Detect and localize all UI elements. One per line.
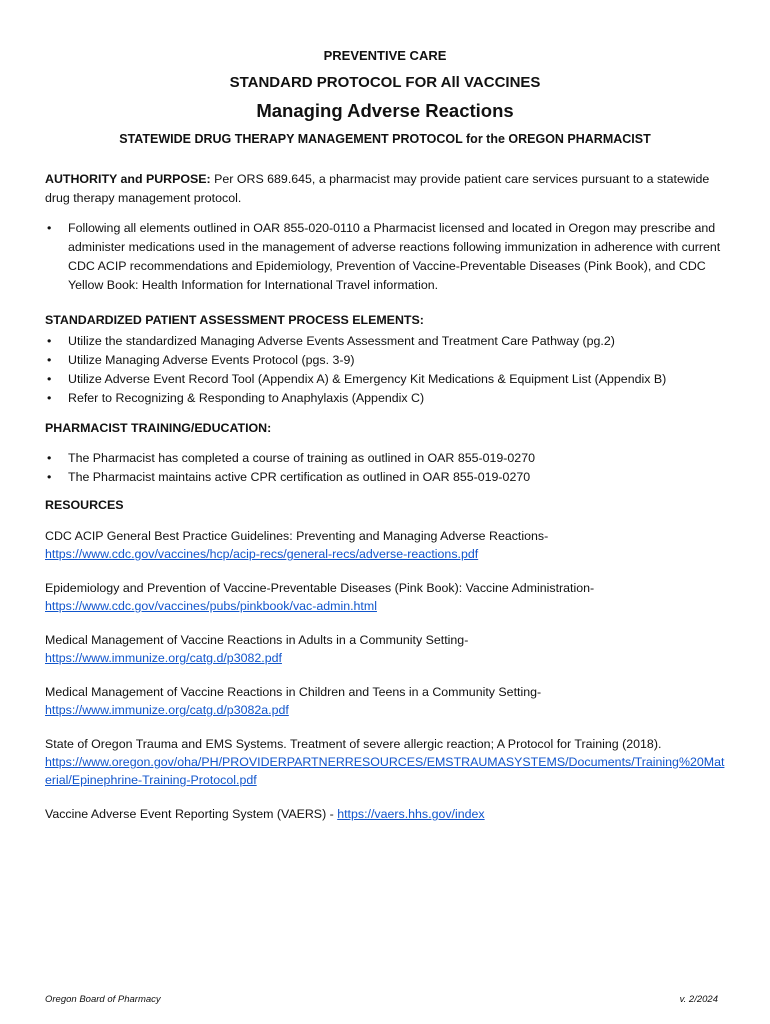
resource-title: Medical Management of Vaccine Reactions in Children and Teens in a Community Setting- [45,685,542,699]
bullet-icon: • [47,391,52,405]
resource-item [45,527,730,563]
resource-title: Epidemiology and Prevention of Vaccine-Preventable Diseases (Pink Book): Vaccine Administration- [45,581,595,595]
bullet-icon: • [47,451,52,465]
assessment-item-text: Utilize Managing Adverse Events Protocol (pgs. 3-9) [68,353,355,367]
page-title: Managing Adverse Reactions [256,100,514,121]
category-heading: PREVENTIVE CARE [323,48,447,63]
training-item-text: The Pharmacist has completed a course of training as outlined in OAR 855-019-0270 [68,451,535,465]
resource-item [45,683,730,719]
footer-version: v. 2/2024 [679,994,718,1005]
resource-title: CDC ACIP General Best Practice Guidelines: Preventing and Managing Adverse Reactions- [45,529,549,543]
assessment-heading: STANDARDIZED PATIENT ASSESSMENT PROCESS ELEMENTS: [45,313,424,327]
resource-link[interactable]: https://www.immunize.org/catg.d/p3082a.pdf [45,703,289,717]
bullet-icon: • [47,221,52,235]
training-item-text: The Pharmacist maintains active CPR certification as outlined in OAR 855-019-0270 [68,470,531,484]
training-heading: PHARMACIST TRAINING/EDUCATION: [45,421,272,435]
authority-paragraph [45,170,730,208]
assessment-item-text: Utilize Adverse Event Record Tool (Appendix A) & Emergency Kit Medications & Equipment List (Appendix B) [68,372,667,386]
authority-label: AUTHORITY and PURPOSE: [45,172,211,186]
resource-title: State of Oregon Trauma and EMS Systems. Treatment of severe allergic reaction; A Protocol for Training (2018). [45,737,662,751]
resources-heading: RESOURCES [45,498,124,512]
vaers-link[interactable]: https://vaers.hhs.gov/index [337,807,485,821]
authority-bullet-text: Following all elements outlined in OAR 855-020-0110 a Pharmacist licensed and located in Oregon may prescribe and administer medications used in the management of adverse reactions following immunization in adherence with current CDC ACIP recommendations and Epidemiology, Prevention of Vaccine-Preventable Diseases (Pink Book), and CDC Yellow Book: Health Information for International Travel information. [68,221,721,292]
list-item [45,389,730,408]
resource-title: Medical Management of Vaccine Reactions in Adults in a Community Setting- [45,633,469,647]
list-item [45,449,730,468]
resource-link[interactable]: https://www.cdc.gov/vaccines/hcp/acip-recs/general-recs/adverse-reactions.pdf [45,547,479,561]
list-item [45,370,730,389]
bullet-icon: • [47,334,52,348]
assessment-item-text: Refer to Recognizing & Responding to Anaphylaxis (Appendix C) [68,391,425,405]
vaers-label: Vaccine Adverse Event Reporting System (VAERS) - [45,807,338,821]
protocol-subtitle: STATEWIDE DRUG THERAPY MANAGEMENT PROTOCOL for the OREGON PHARMACIST [119,132,651,146]
list-item [45,219,730,295]
bullet-icon: • [47,372,52,386]
bullet-icon: • [47,470,52,484]
bullet-icon: • [47,353,52,367]
list-item [45,332,730,351]
resource-item [45,579,730,615]
resource-link[interactable]: https://www.immunize.org/catg.d/p3082.pdf [45,651,282,665]
authority-text: Per ORS 689.645, a pharmacist may provide patient care services pursuant to a statewide drug therapy management protocol. [45,172,710,205]
list-item [45,468,730,487]
authority-list [45,219,730,295]
resource-item [45,631,730,667]
resource-item [45,735,730,789]
footer-organization: Oregon Board of Pharmacy [45,994,161,1005]
resource-link[interactable]: https://www.oregon.gov/oha/PH/PROVIDERPARTNERRESOURCES/EMSTRAUMASYSTEMS/Documents/Training%20Material/Epinephrine-Training-Protocol.pdf [45,755,725,787]
assessment-list [45,332,730,408]
training-list [45,449,730,487]
vaers-resource [45,805,730,823]
list-item [45,351,730,370]
assessment-item-text: Utilize the standardized Managing Adverse Events Assessment and Treatment Care Pathway (pg.2) [68,334,615,348]
protocol-heading: STANDARD PROTOCOL FOR All VACCINES [229,74,541,91]
resource-link[interactable]: https://www.cdc.gov/vaccines/pubs/pinkbook/vac-admin.html [45,599,377,613]
